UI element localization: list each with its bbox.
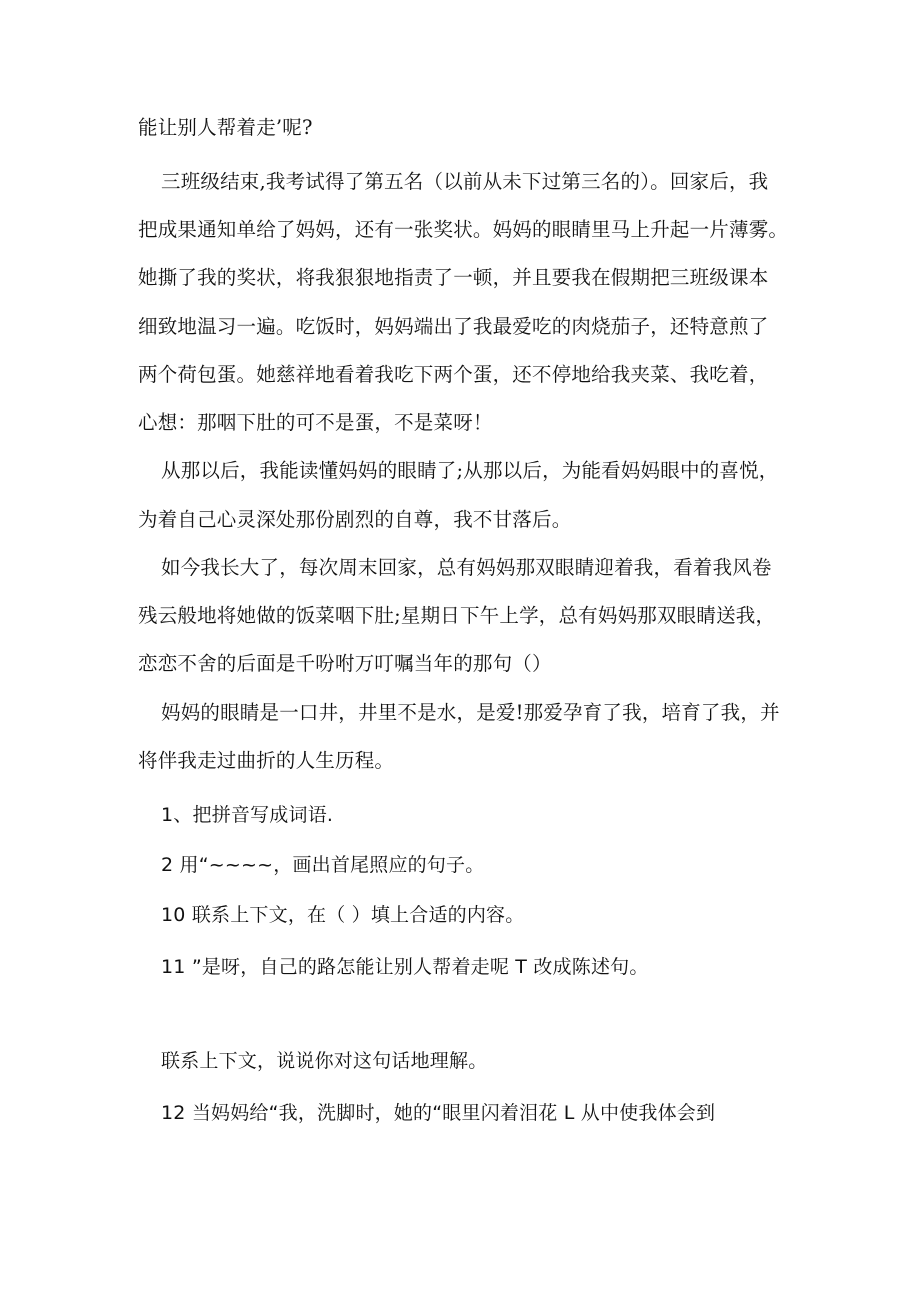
paragraph-line: 妈妈的眼睛是一口井，井里不是水，是爱!那爱孕育了我，培育了我，并 (161, 701, 780, 724)
question-item: 2 用“~~~~，画出首尾照应的句子。 (161, 854, 485, 876)
question-item: 1、把拼音写成词语. (161, 804, 334, 826)
paragraph-line: 三班级结束,我考试得了第五名（以前从未下过第三名的）。回家后，我 (161, 170, 769, 193)
question-item: 11 ”是呀，自己的路怎能让别人帮着走呢 T 改成陈述句。 (161, 956, 649, 978)
paragraph-line: 心想：那咽下肚的可不是蛋，不是菜呀！ (138, 411, 493, 434)
paragraph-line: 为着自己心灵深处那份剧烈的自尊，我不甘落后。 (138, 508, 572, 531)
paragraph-line: 两个荷包蛋。她慈祥地看着我吃下两个蛋，还不停地给我夹菜、我吃着， (138, 363, 769, 386)
paragraph-line: 如今我长大了，每次周末回家，总有妈妈那双眼睛迎着我，看着我风卷 (161, 556, 772, 579)
paragraph-line: 恋恋不舍的后面是千吩咐万叮嘱当年的那句（） (138, 652, 552, 675)
paragraph-line: 细致地温习一遍。吃饭时，妈妈端出了我最爱吃的肉烧茄子，还特意煎了 (138, 315, 769, 338)
paragraph-line: 残云般地将她做的饭菜咽下肚;星期日下午上学，总有妈妈那双眼睛送我， (138, 604, 776, 627)
paragraph-line: 她撕了我的奖状，将我狠狠地指责了一顿，并且要我在假期把三班级课本 (138, 266, 769, 289)
question-item: 联系上下文，说说你对这句话地理解。 (161, 1050, 488, 1072)
paragraph-line: 从那以后，我能读懂妈妈的眼睛了;从那以后，为能看妈妈眼中的喜悦， (161, 459, 779, 482)
question-item: 12 当妈妈给“我，洗脚时，她的“眼里闪着泪花 L 从中使我体会到 (161, 1102, 716, 1124)
paragraph-line: 能让别人帮着走’呢? (138, 116, 313, 139)
paragraph-line: 把成果通知单给了妈妈，还有一张奖状。妈妈的眼睛里马上升起一片薄雾。 (138, 218, 789, 241)
paragraph-line: 将伴我走过曲折的人生历程。 (138, 749, 395, 772)
question-item: 10 联系上下文，在（ ）填上合适的内容。 (161, 904, 525, 926)
